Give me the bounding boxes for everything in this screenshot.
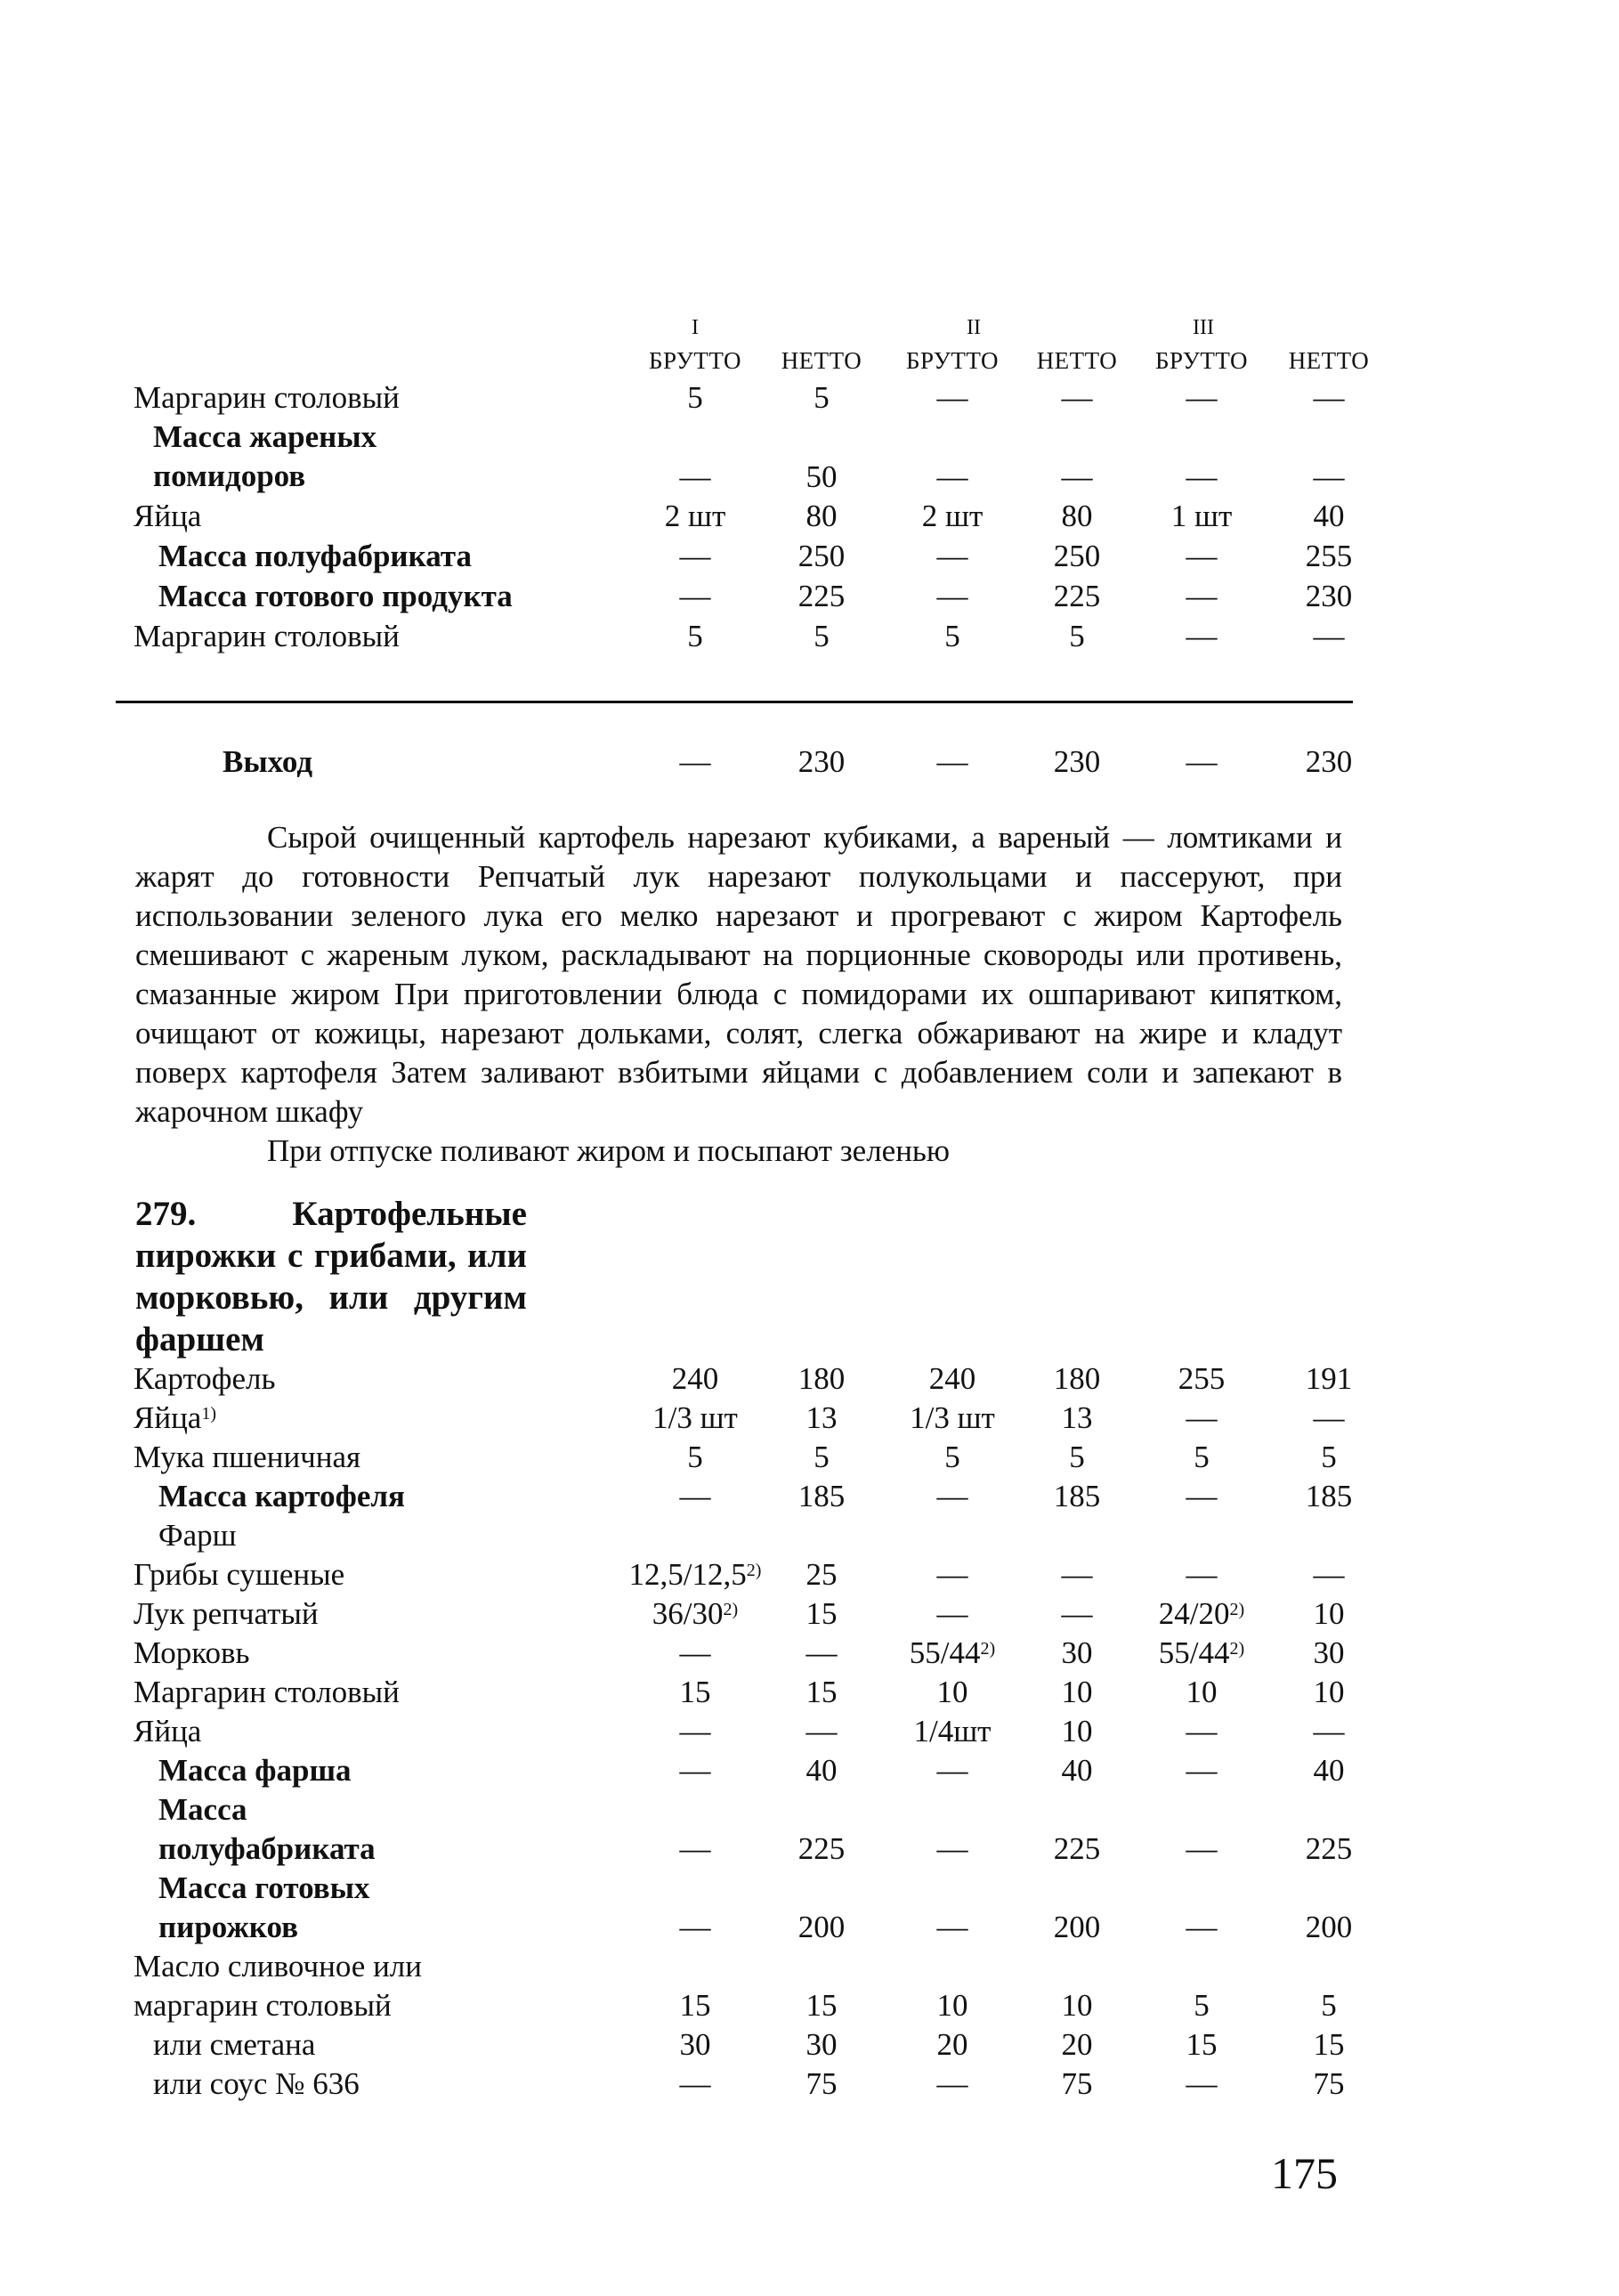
table-cell: 30	[1313, 1635, 1345, 1670]
row-label: Грибы сушеные	[134, 1557, 345, 1592]
divider	[116, 701, 1353, 703]
table-cell: 230	[1305, 744, 1353, 779]
table-cell: 1/3 шт	[652, 1400, 738, 1435]
table-row	[134, 536, 1362, 576]
table-cell: 20	[936, 2027, 968, 2062]
table-cell: 80	[1061, 499, 1093, 533]
table-cell: 5	[1194, 1440, 1210, 1474]
table-cell: 200	[797, 1910, 846, 1944]
table-cell: 15	[1313, 2027, 1345, 2062]
table-cell: 25	[805, 1557, 838, 1592]
table-cell: —	[1061, 1557, 1093, 1592]
table-cell: —	[936, 459, 968, 494]
table-cell: —	[1186, 1831, 1218, 1866]
yield-row	[134, 742, 1362, 782]
table-cell: —	[1186, 579, 1218, 613]
table-cell: 55/44$^{2)}$	[1158, 1635, 1245, 1670]
table-cell: —	[936, 539, 968, 573]
table-cell: 191	[1305, 1361, 1353, 1396]
table-row	[134, 1751, 1362, 1790]
table-row	[134, 2025, 1362, 2065]
table-cell: 15	[679, 1988, 711, 2023]
row-label: Масса полуфабриката	[158, 539, 472, 573]
table-cell: 5	[814, 1440, 830, 1474]
table-cell: 200	[1305, 1910, 1353, 1944]
row-label: Масса картофеля	[158, 1479, 405, 1513]
table-cell: 255	[1305, 539, 1353, 573]
table-row	[134, 1673, 1362, 1712]
row-label: Яйца	[134, 499, 202, 533]
table-cell: 1/3 шт	[910, 1400, 995, 1435]
table-row	[134, 1477, 1362, 1516]
page-number: 175	[1271, 2148, 1338, 2198]
table-cell: —	[1313, 1714, 1345, 1748]
table-cell: —	[1186, 1557, 1218, 1592]
table-cell: 10	[1313, 1596, 1345, 1631]
yield-label: Выход	[223, 744, 313, 779]
table-cell: —	[936, 1831, 968, 1866]
table-cell: 5	[944, 1440, 960, 1474]
table-cell: 225	[1053, 579, 1101, 613]
instructions-paragraph: При отпуске поливают жиром и посыпают зеленью	[267, 1133, 951, 1168]
table-cell: 10	[1061, 1714, 1093, 1748]
table-cell: —	[936, 2066, 968, 2101]
table-cell: —	[805, 1635, 838, 1670]
table-cell: 230	[797, 744, 846, 779]
column-headers	[134, 345, 1370, 376]
ingredients-table-1	[134, 377, 1362, 656]
table-row	[134, 1516, 1362, 1555]
table-row	[134, 616, 1362, 656]
table-cell: —	[1313, 1400, 1345, 1435]
table-cell: 225	[797, 579, 846, 613]
table-cell: —	[1061, 459, 1093, 494]
table-row	[134, 1947, 1362, 2025]
table-cell: —	[1186, 539, 1218, 573]
table-row	[134, 1594, 1362, 1634]
table-cell: 230	[1305, 579, 1353, 613]
ingredients-table-2	[134, 1359, 1362, 2104]
table-cell: 13	[805, 1400, 838, 1435]
table-cell: —	[679, 2066, 711, 2101]
table-cell: —	[679, 459, 711, 494]
table-cell: —	[1061, 1596, 1093, 1631]
table-row	[134, 496, 1362, 536]
table-row	[134, 1790, 1362, 1869]
col-header-netto-3: НЕТТО	[1288, 347, 1370, 374]
table-cell: 10	[1061, 1675, 1093, 1709]
row-label: Фарш	[158, 1518, 237, 1553]
table-cell: 12,5/12,5$^{2)}$	[628, 1557, 762, 1592]
row-label: Мука пшеничная	[134, 1440, 361, 1474]
table-cell: —	[1186, 744, 1218, 779]
table-cell: 255	[1178, 1361, 1226, 1396]
table-cell: 185	[1053, 1479, 1101, 1513]
table-cell: 5	[944, 619, 960, 653]
table-cell: 10	[1313, 1675, 1345, 1709]
table-cell: 1 шт	[1170, 499, 1233, 533]
table-cell: 2 шт	[664, 499, 726, 533]
table-row	[134, 1438, 1362, 1477]
table-cell: 225	[1053, 1831, 1101, 1866]
table-cell: 225	[797, 1831, 846, 1866]
table-cell: —	[679, 1831, 711, 1866]
table-cell: 5	[814, 380, 830, 415]
table-cell: 230	[1053, 744, 1101, 779]
row-label: или сметана	[153, 2027, 316, 2062]
row-label: Маргарин столовый	[134, 619, 400, 653]
row-label: Масса готового продукта	[158, 579, 513, 613]
table-row	[134, 1634, 1362, 1673]
row-label: Масло сливочное или маргарин столовый	[134, 1949, 422, 2023]
table-cell: —	[1313, 380, 1345, 415]
table-cell: —	[1186, 1479, 1218, 1513]
table-row	[134, 1555, 1362, 1594]
col-header-brutto-3: БРУТТО	[1154, 347, 1249, 374]
col-header-netto-1: НЕТТО	[781, 347, 862, 374]
table-cell: 30	[805, 2027, 838, 2062]
table-cell: —	[1313, 619, 1345, 653]
table-cell: 200	[1053, 1910, 1101, 1944]
table-row	[134, 377, 1362, 418]
table-cell: 13	[1061, 1400, 1093, 1435]
table-row	[134, 1399, 1362, 1438]
table-cell: —	[1186, 1910, 1218, 1944]
table-cell: —	[805, 1714, 838, 1748]
row-label: Масса фарша	[158, 1753, 352, 1788]
table-cell: —	[679, 1479, 711, 1513]
table-cell: 15	[679, 1675, 711, 1709]
table-cell: 185	[1305, 1479, 1353, 1513]
table-cell: 180	[1053, 1361, 1101, 1396]
table-row	[134, 418, 1362, 496]
table-cell: 15	[805, 1675, 838, 1709]
row-label: Морковь	[134, 1635, 250, 1670]
table-cell: 10	[936, 1675, 968, 1709]
table-cell: —	[1186, 1714, 1218, 1748]
table-cell: —	[679, 1635, 711, 1670]
row-label: Яйца$^{1)}$	[134, 1400, 217, 1435]
table-cell: 80	[805, 499, 838, 533]
row-label: Яйца	[134, 1714, 202, 1748]
table-cell: 40	[1313, 499, 1345, 533]
table-cell: —	[936, 1557, 968, 1592]
table-cell: 30	[679, 2027, 711, 2062]
col-header-brutto-2: БРУТТО	[905, 347, 1000, 374]
table-cell: 40	[1061, 1753, 1093, 1788]
instructions-text	[135, 818, 1342, 1171]
table-cell: —	[1313, 459, 1345, 494]
table-cell: 75	[1313, 2066, 1345, 2101]
table-cell: 24/20$^{2)}$	[1158, 1596, 1245, 1631]
table-row	[134, 1869, 1362, 1947]
row-label: Масса готовых пирожков	[158, 1870, 370, 1944]
table-cell: 36/30$^{2)}$	[652, 1596, 739, 1631]
table-cell: —	[1186, 1400, 1218, 1435]
table-cell: 15	[1186, 2027, 1218, 2062]
table-cell: 250	[1053, 539, 1101, 573]
table-cell: —	[679, 1753, 711, 1788]
table-cell: —	[936, 1753, 968, 1788]
table-cell: —	[936, 1596, 968, 1631]
table-row	[134, 1712, 1362, 1751]
table-cell: —	[679, 744, 711, 779]
table-cell: —	[1313, 1557, 1345, 1592]
table-cell: 225	[1305, 1831, 1353, 1866]
row-label: Лук репчатый	[134, 1596, 319, 1631]
table-cell: —	[1186, 459, 1218, 494]
table-cell: 10	[1061, 1988, 1093, 2023]
table-cell: 5	[814, 619, 830, 653]
table-cell: 5	[1069, 1440, 1085, 1474]
row-label: Картофель	[134, 1361, 276, 1396]
table-cell: —	[679, 539, 711, 573]
row-label: или соус № 636	[153, 2066, 360, 2101]
row-label: Масса жареных помидоров	[153, 419, 377, 493]
table-cell: 240	[928, 1361, 976, 1396]
instructions-paragraph: Сырой очищенный картофель нарезают кубиками, а вареный — ломтиками и жарят до готовности Репчатый лук нарезают полукольцами и пассеруют, при использовании зеленого лука его мелко нарезают и прогревают с жиром Картофель смешивают с жареным луком, раскладывают на порционные сковороды или противень, смазанные жиром При приготовлении блюда с помидорами их ошпаривают кипятком, очищают от кожицы, нарезают дольками, солят, слегка обжаривают на жире и кладут поверх картофеля Затем заливают взбитыми яйцами с добавлением соли и запекают в жарочном шкафу	[135, 820, 1342, 1129]
table-cell: 5	[1321, 1440, 1337, 1474]
row-label: Маргарин столовый	[134, 380, 400, 415]
table-cell: 5	[1069, 619, 1085, 653]
column-group-iii: III	[1193, 316, 1214, 339]
table-cell: 75	[1061, 2066, 1093, 2101]
table-cell: 20	[1061, 2027, 1093, 2062]
table-row	[134, 576, 1362, 616]
table-cell: —	[1186, 619, 1218, 653]
column-group-i: I	[692, 316, 699, 339]
table-cell: —	[936, 1479, 968, 1513]
table-cell: —	[1061, 380, 1093, 415]
col-header-netto-2: НЕТТО	[1036, 347, 1118, 374]
table-cell: —	[679, 1714, 711, 1748]
table-cell: 10	[1186, 1675, 1218, 1709]
table-cell: —	[1186, 380, 1218, 415]
table-cell: —	[1186, 2066, 1218, 2101]
table-cell: 5	[687, 1440, 703, 1474]
table-cell: —	[679, 1910, 711, 1944]
table-cell: —	[679, 579, 711, 613]
footnote-mark: 1)	[201, 1404, 217, 1424]
table-cell: 55/44$^{2)}$	[909, 1635, 996, 1670]
table-cell: 15	[805, 1988, 838, 2023]
row-label: Маргарин столовый	[134, 1675, 400, 1709]
table-cell: 250	[797, 539, 846, 573]
table-cell: 5	[1321, 1988, 1337, 2023]
table-cell: 40	[805, 1753, 838, 1788]
row-label: Масса полуфабриката	[158, 1792, 376, 1866]
recipe-title: 279. Картофельные пирожки с грибами, или морковью, или другим фаршем	[135, 1195, 527, 1359]
table-cell: 2 шт	[921, 499, 984, 533]
table-cell: 30	[1061, 1635, 1093, 1670]
table-cell: 5	[1194, 1988, 1210, 2023]
col-header-brutto-1: БРУТТО	[648, 347, 742, 374]
table-cell: —	[936, 579, 968, 613]
table-cell: 1/4шт	[913, 1714, 992, 1748]
table-row	[134, 1359, 1362, 1399]
table-cell: 180	[797, 1361, 846, 1396]
table-cell: —	[936, 380, 968, 415]
column-group-ii: II	[967, 316, 981, 339]
table-cell: 185	[797, 1479, 846, 1513]
table-cell: 5	[687, 380, 703, 415]
table-cell: 15	[805, 1596, 838, 1631]
table-cell: 240	[671, 1361, 719, 1396]
table-cell: —	[1186, 1753, 1218, 1788]
table-cell: —	[936, 744, 968, 779]
table-row	[134, 2065, 1362, 2104]
table-cell: —	[936, 1910, 968, 1944]
table-cell: 50	[805, 459, 838, 494]
table-cell: 10	[936, 1988, 968, 2023]
table-cell: 40	[1313, 1753, 1345, 1788]
table-cell: 5	[687, 619, 703, 653]
table-cell: 75	[805, 2066, 838, 2101]
